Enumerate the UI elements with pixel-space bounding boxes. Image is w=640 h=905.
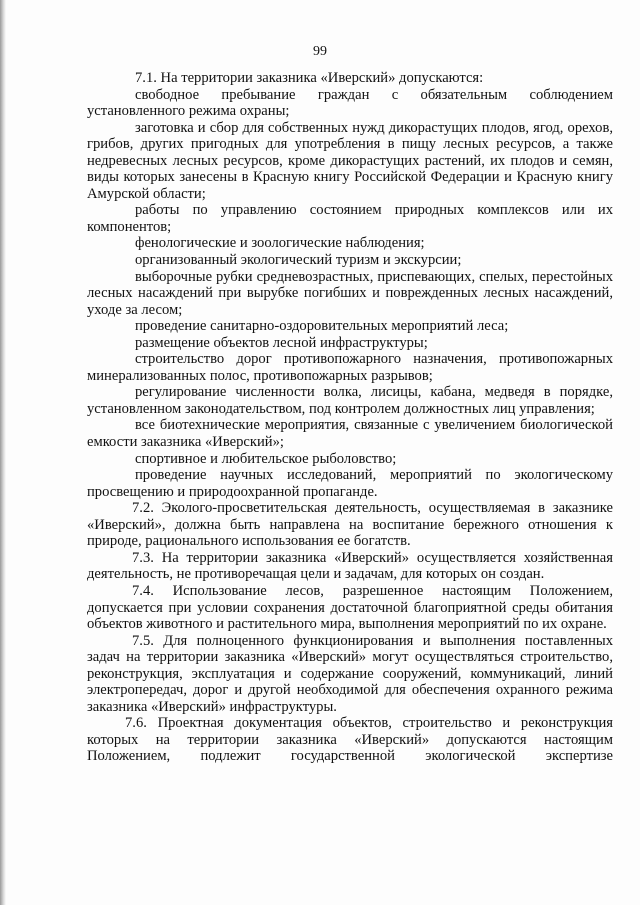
list-item-observations: фенологические и зоологические наблюдения; bbox=[135, 235, 425, 252]
list-item-free-stay: свободное пребывание граждан с обязательным соблюдением установленного режима охраны; bbox=[87, 86, 613, 120]
list-item-selective-logging: выборочные рубки средневозрастных, приспевающих, спелых, перестойных лесных насаждений при вырубке погибших и поврежденных лесных насаждений, уходе за лесом; bbox=[87, 268, 613, 318]
page-number: 99 bbox=[313, 44, 327, 59]
document-body bbox=[87, 70, 613, 765]
list-item-biotechnical: все биотехнические мероприятия, связанные с увеличением биологической емкости заказника «Иверский»; bbox=[87, 417, 613, 451]
paragraph-7-1: 7.1. На территории заказника «Иверский» допускаются: bbox=[135, 70, 484, 86]
list-item-tourism: организованный экологический туризм и экскурсии; bbox=[135, 252, 462, 269]
list-item-population-control: регулирование численности волка, лисицы, кабана, медведя в порядке, установленном законодательством, под контролем должностных лиц управления; bbox=[87, 384, 613, 417]
list-item-management-works: работы по управлению состоянием природных комплексов или их компонентов; bbox=[87, 202, 613, 235]
paragraph-7-3: 7.3. На территории заказника «Иверский» осуществляется хозяйственная деятельность, не противоречащая цели и задачам, для которых он создан. bbox=[87, 549, 613, 583]
list-item-fire-roads: строительство дорог противопожарного назначения, противопожарных минерализованных полос, противопожарных разрывов; bbox=[87, 351, 613, 384]
list-item-fishing: спортивное и любительское рыболовство; bbox=[135, 450, 397, 467]
list-item-sanitary-measures: проведение санитарно-оздоровительных мероприятий леса; bbox=[135, 318, 509, 335]
list-item-forest-infrastructure: размещение объектов лесной инфраструктуры; bbox=[135, 334, 428, 351]
paragraph-7-4: 7.4. Использование лесов, разрешенное настоящим Положением, допускается при условии сохранения достаточной благоприятной среды обитания объектов животного и растительного мира, выполнения мероприятий по их охране. bbox=[87, 582, 613, 633]
paragraph-7-6: 7.6. Проектная документация объектов, строительство и реконструкция которых на территории заказника «Иверский» допускаются настоящим Положением, подлежит государственной экологической экспертизе bbox=[87, 715, 613, 765]
scan-edge-shadow bbox=[0, 0, 6, 905]
list-item-harvesting: заготовка и сбор для собственных нужд дикорастущих плодов, ягод, орехов, грибов, других пригодных для употребления в пищу лесных ресурсов, а также недревесных лесных ресурсов, кроме дикорастущих растений, их плодов и семян, виды которых занесены в Красную книгу Российской Федерации и Красную книгу Амурской области; bbox=[87, 119, 613, 202]
paragraph-7-2: 7.2. Эколого-просветительская деятельность, осуществляемая в заказнике «Иверский», должна быть направлена на воспитание бережного отношения к природе, рационального использования ее богатств. bbox=[87, 500, 613, 550]
paragraph-7-5: 7.5. Для полноценного функционирования и выполнения поставленных задач на территории заказника «Иверский» могут осуществляться строительство, реконструкция, эксплуатация и содержание сооружений, коммуникаций, линий электропередач, дорог и другой необходимой для обеспечения охранного режима заказника «Иверский» инфраструктуры. bbox=[87, 632, 613, 715]
list-item-research: проведение научных исследований, мероприятий по экологическому просвещению и природоохранной пропаганде. bbox=[87, 467, 613, 500]
